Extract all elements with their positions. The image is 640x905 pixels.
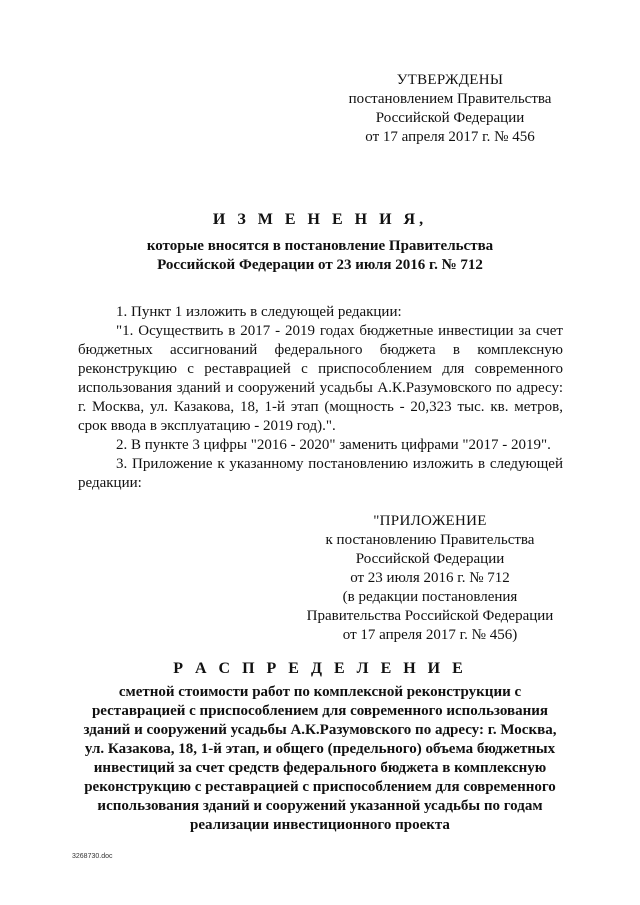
- body-paragraph: 1. Пункт 1 изложить в следующей редакции:: [116, 304, 402, 320]
- distribution-line: сметной стоимости работ по комплексной реконструкции с: [118, 684, 522, 700]
- appendix-line: Российской Федерации: [355, 551, 505, 567]
- appendix-line: (в редакции постановления: [342, 589, 518, 605]
- appendix-line: от 23 июля 2016 г. № 712: [350, 570, 510, 586]
- approval-line: постановлением Правительства: [348, 91, 552, 107]
- appendix-heading: "ПРИЛОЖЕНИЕ: [373, 513, 487, 529]
- approval-date: от 17 апреля 2017 г. № 456: [365, 129, 535, 145]
- distribution-line: реализации инвестиционного проекта: [190, 817, 450, 833]
- appendix-stamp: [296, 512, 564, 645]
- distribution-line: зданий и сооружений усадьбы А.К.Разумовского по адресу: г. Москва,: [83, 722, 557, 738]
- appendix-line: Правительства Российской Федерации: [306, 608, 554, 624]
- approval-line: Российской Федерации: [375, 110, 525, 126]
- approval-heading: УТВЕРЖДЕНЫ: [396, 72, 504, 88]
- document-body: [78, 303, 563, 493]
- distribution-line: инвестиций за счет средств федерального бюджета в комплексную: [93, 760, 547, 776]
- approval-stamp: [330, 71, 570, 147]
- changes-subtitle: [100, 237, 540, 275]
- body-paragraph: 2. В пункте 3 цифры "2016 - 2020" заменить цифрами "2017 - 2019".: [116, 437, 551, 453]
- body-paragraph: 3. Приложение к указанному постановлению изложить в следующей редакции:: [78, 456, 563, 491]
- appendix-line: к постановлению Правительства: [325, 532, 535, 548]
- distribution-line: реконструкцию с реставрацией с приспособлением для современного: [84, 779, 556, 795]
- distribution-line: ул. Казакова, 18, 1-й этап, и общего (предельного) объема бюджетных: [84, 741, 556, 757]
- file-reference: 3268730.doc: [72, 853, 113, 860]
- changes-subtitle-line: которые вносятся в постановление Правительства: [146, 238, 494, 254]
- distribution-title: Р А С П Р Е Д Е Л Е Н И Е: [173, 660, 467, 677]
- changes-subtitle-line: Российской Федерации от 23 июля 2016 г. № 712: [157, 257, 483, 273]
- appendix-line: от 17 апреля 2017 г. № 456): [342, 627, 518, 643]
- body-paragraph: "1. Осуществить в 2017 - 2019 годах бюджетные инвестиции за счет бюджетных ассигнований федерального бюджета в комплексную реконструкцию с реставрацией с приспособлением для современного использования зданий и сооружений усадьбы А.К.Разумовского по адресу: г. Москва, ул. Казакова, 18, 1-й этап (мощность - 20,323 тыс. кв. метров, срок ввода в эксплуатацию - 2019 год).".: [78, 323, 563, 434]
- distribution-line: использования зданий и сооружений указанной усадьбы по годам: [97, 798, 543, 814]
- distribution-line: реставрацией с приспособлением для современного использования: [91, 703, 549, 719]
- distribution-subtitle: [70, 683, 570, 835]
- changes-title: И З М Е Н Е Н И Я,: [212, 211, 428, 228]
